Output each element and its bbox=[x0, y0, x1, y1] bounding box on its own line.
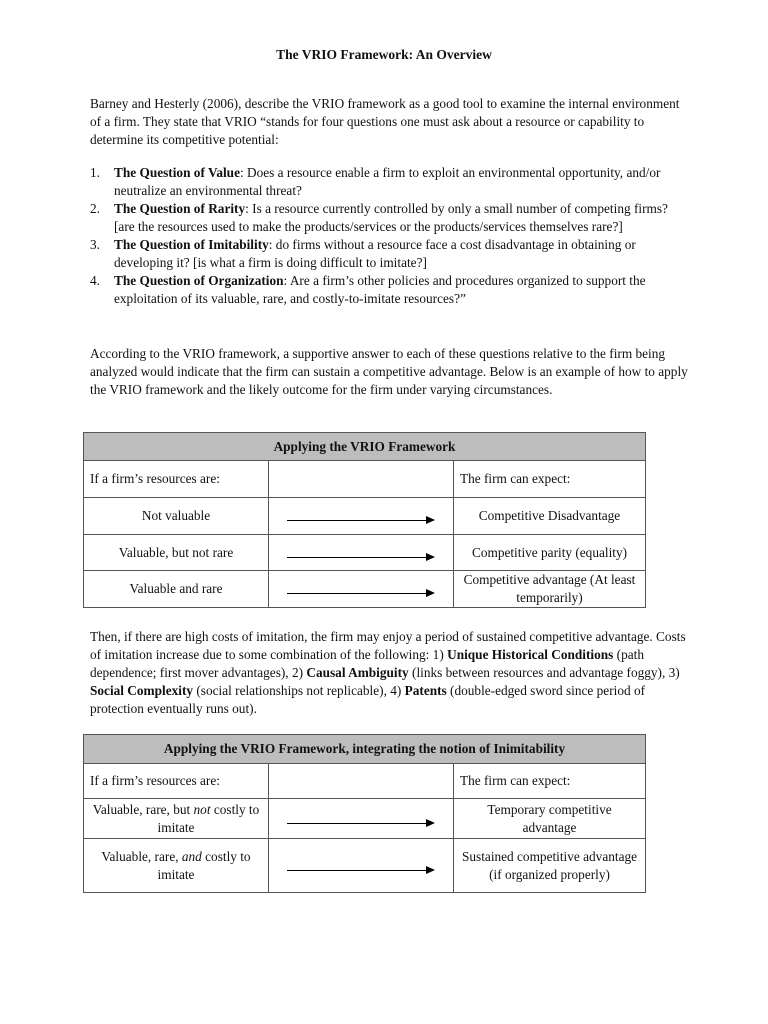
table-row bbox=[84, 799, 646, 839]
vrio-table bbox=[83, 432, 646, 608]
outcome-cell: Competitive advantage (At least temporarily) bbox=[454, 571, 646, 608]
vrio-questions-list bbox=[90, 164, 690, 308]
list-item: 1. The Question of Value: Does a resource enable a firm to exploit an environmental opportunity, and/or neutralize an environmental threat? bbox=[90, 165, 661, 198]
outcome-cell: Sustained competitive advantage (if organized properly) bbox=[454, 839, 646, 893]
list-item: 4. The Question of Organization: Are a firm’s other policies and procedures organized to support the exploitation of its valuable, rare, and costly-to-imitate resources?” bbox=[90, 273, 646, 306]
intro-paragraph: Barney and Hesterly (2006), describe the VRIO framework as a good tool to examine the internal environment of a firm. They state that VRIO “stands for four questions one must ask about a resource or capability to determine its competitive potential: bbox=[90, 96, 680, 147]
table-row bbox=[84, 498, 646, 535]
table-row bbox=[84, 571, 646, 608]
table-header: Applying the VRIO Framework, integrating the notion of Inimitability bbox=[84, 735, 646, 764]
framework-paragraph: According to the VRIO framework, a supportive answer to each of these questions relative to the firm being analyzed would indicate that the firm can sustain a competitive advantage. Below is an example of how to apply the VRIO framework and the likely outcome for the firm under varying circumstances. bbox=[90, 346, 688, 397]
right-arrow-icon bbox=[287, 823, 435, 825]
list-item: 3. The Question of Imitability: do firms without a resource face a cost disadvantage in obtaining or developing it? [is what a firm is doing difficult to imitate?] bbox=[90, 237, 636, 270]
resource-cell: Valuable, rare, and costly to imitate bbox=[84, 839, 269, 893]
table-row bbox=[84, 839, 646, 893]
right-arrow-icon bbox=[287, 557, 435, 559]
table-row bbox=[84, 461, 646, 498]
column-label-resources: If a firm’s resources are: bbox=[84, 461, 269, 498]
resource-cell: Valuable, but not rare bbox=[84, 535, 269, 571]
table-row bbox=[84, 535, 646, 571]
list-item: 2. The Question of Rarity: Is a resource currently controlled by only a small number of competing firms? [are the resources used to make the products/services or the products/services themselves rare?] bbox=[90, 201, 668, 234]
outcome-cell: Temporary competitive advantage bbox=[454, 799, 646, 839]
right-arrow-icon bbox=[287, 870, 435, 872]
outcome-cell: Competitive Disadvantage bbox=[454, 498, 646, 535]
resource-cell: Valuable and rare bbox=[84, 571, 269, 608]
table-row bbox=[84, 764, 646, 799]
right-arrow-icon bbox=[287, 520, 435, 522]
resource-cell: Valuable, rare, but not costly to imitate bbox=[84, 799, 269, 839]
column-label-expect: The firm can expect: bbox=[454, 461, 646, 498]
column-label-resources: If a firm’s resources are: bbox=[84, 764, 269, 799]
outcome-cell: Competitive parity (equality) bbox=[454, 535, 646, 571]
inimitability-table bbox=[83, 734, 646, 893]
document-title: The VRIO Framework: An Overview bbox=[276, 47, 492, 62]
right-arrow-icon bbox=[287, 593, 435, 595]
imitation-paragraph: Then, if there are high costs of imitation, the firm may enjoy a period of sustained competitive advantage. Costs of imitation increase due to some combination of the following: 1) Unique Historical Conditions (path dependence; first mover advantages), 2) Causal Ambiguity (links between resources and advantage foggy), 3) Social Complexity (social relationships not replicable), 4) Patents (double-edged sword since period of protection eventually runs out). bbox=[90, 629, 686, 716]
resource-cell: Not valuable bbox=[84, 498, 269, 535]
table-header: Applying the VRIO Framework bbox=[84, 433, 646, 461]
column-label-expect: The firm can expect: bbox=[454, 764, 646, 799]
